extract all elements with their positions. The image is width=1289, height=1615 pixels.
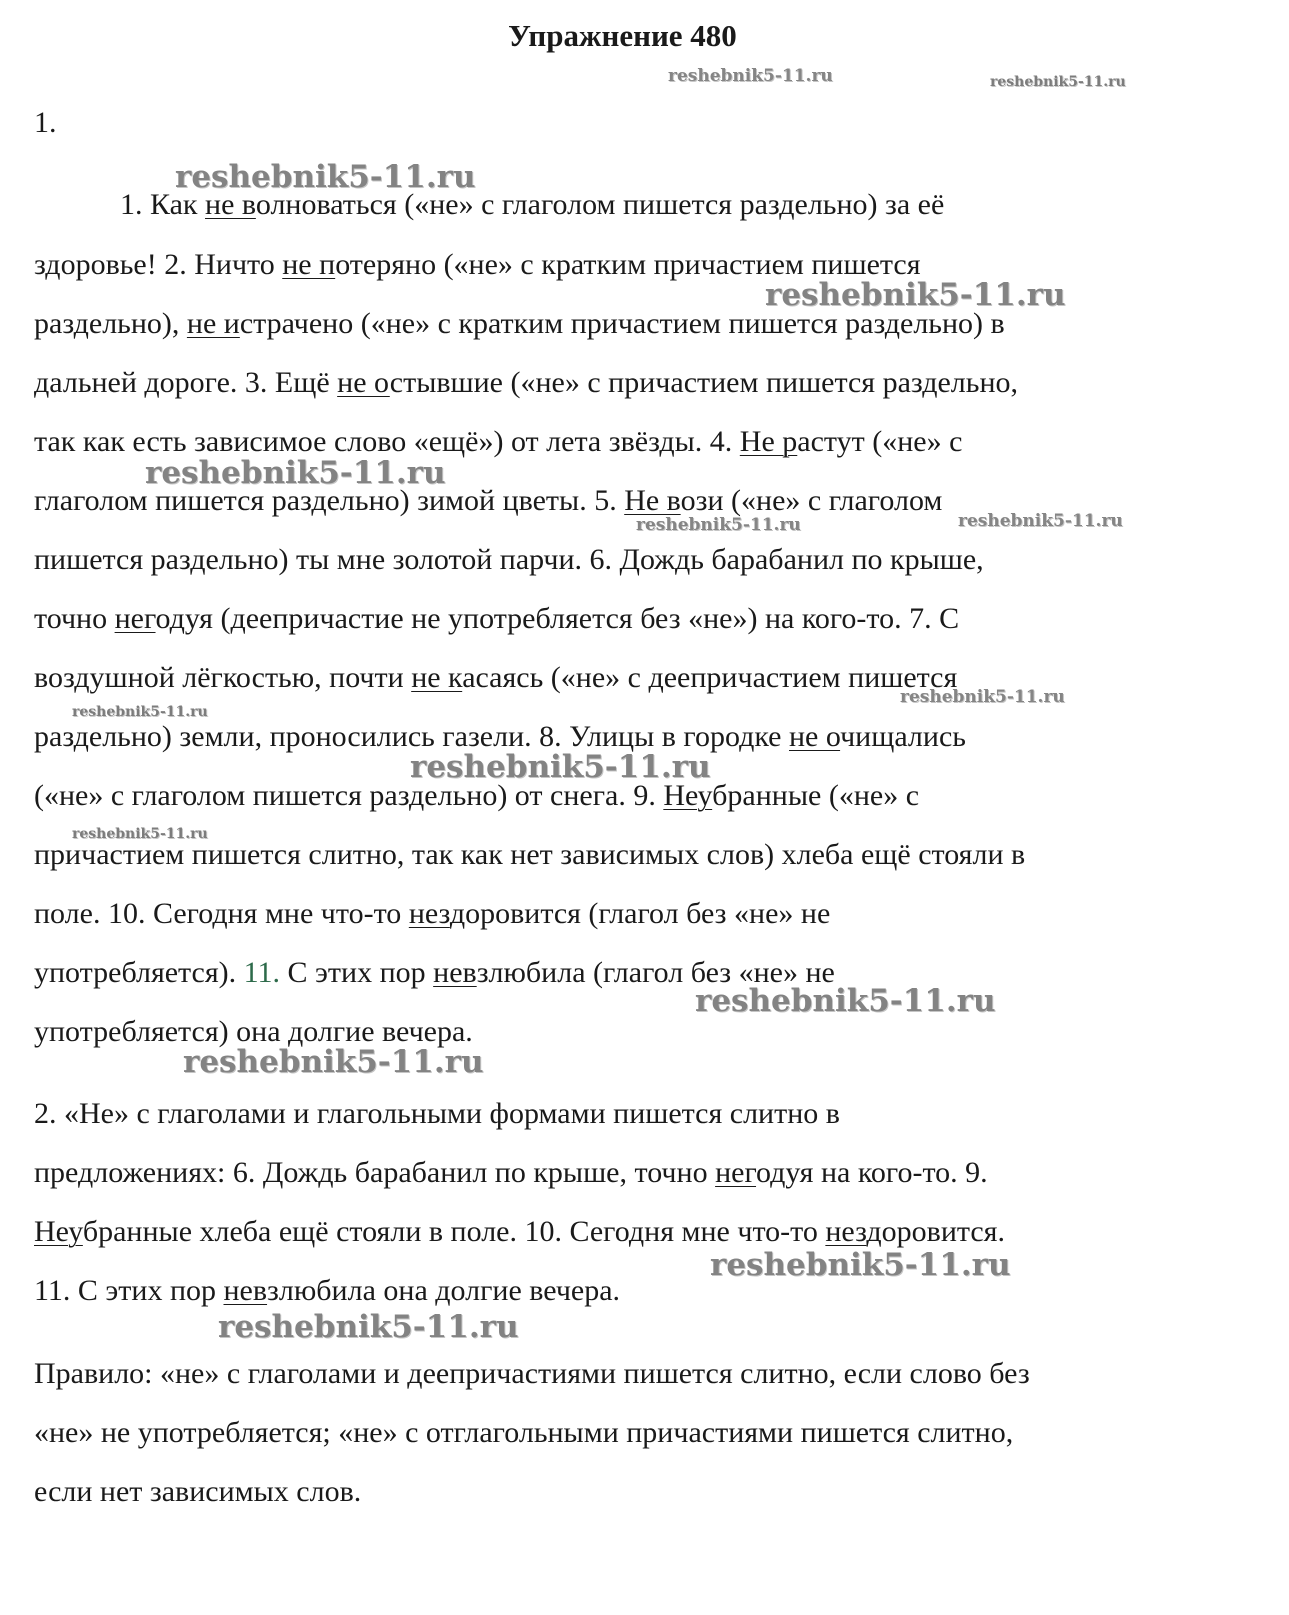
text-line-5	[34, 427, 962, 457]
text-run: злюбила (глагол без «не» не	[476, 956, 835, 989]
underlined-run: Не р	[739, 425, 798, 458]
text-run: асаясь («не» с деепричастием пишется	[462, 661, 958, 694]
watermark: reshebnik5-11.ru	[218, 1309, 519, 1345]
watermark: reshebnik5-11.ru	[72, 704, 208, 720]
text-line-15	[34, 1017, 473, 1047]
watermark: reshebnik5-11.ru	[72, 826, 208, 842]
text-run: 11.	[243, 956, 281, 989]
text-run: Правило: «не» с глаголами и деепричастиями пишется слитно, если слово без	[34, 1357, 1030, 1390]
text-run: С этих пор	[280, 956, 434, 989]
underlined-run: нев	[223, 1274, 268, 1307]
watermark: reshebnik5-11.ru	[765, 277, 1066, 313]
text-run: 11. С этих пор	[34, 1274, 224, 1307]
text-run: воздушной лёгкостью, почти	[34, 661, 412, 694]
underlined-run: не и	[186, 307, 240, 340]
text-run: доровится (глагол без «не» не	[449, 897, 831, 930]
text-line-8	[34, 604, 959, 634]
watermark: reshebnik5-11.ru	[145, 455, 446, 491]
text-run: раздельно) земли, проносились газели. 8. Улицы в городке	[34, 720, 789, 753]
text-run: 1. Как	[120, 188, 206, 221]
text-line-10	[34, 722, 966, 752]
underlined-run: Неу	[663, 779, 713, 812]
text-run: страчено («не» с кратким причастием пишется раздельно) в	[239, 307, 1005, 340]
text-line-2	[34, 250, 921, 280]
text-run: астут («не» с	[797, 425, 963, 458]
watermark: reshebnik5-11.ru	[695, 983, 996, 1019]
text-line-12	[34, 840, 1025, 870]
text-run: бранные хлеба ещё стояли в поле. 10. Сегодня мне что-то	[82, 1215, 826, 1248]
text-run: так как есть зависимое слово «ещё») от лета звёзды. 4.	[34, 425, 740, 458]
watermark: reshebnik5-11.ru	[990, 74, 1126, 90]
text-line-17	[34, 1158, 988, 1188]
text-run: употребляется).	[34, 956, 244, 989]
underlined-run: не о	[789, 720, 841, 753]
watermark: reshebnik5-11.ru	[958, 511, 1123, 531]
watermark: reshebnik5-11.ru	[175, 159, 476, 195]
watermark: reshebnik5-11.ru	[668, 66, 833, 86]
text-run: предложениях: 6. Дождь барабанил по крыше, точно	[34, 1156, 716, 1189]
section-1-label: 1.	[34, 106, 57, 139]
text-line-22	[34, 1477, 361, 1507]
text-run: дальней дороге. 3. Ещё	[34, 366, 338, 399]
text-run: чищались	[840, 720, 966, 753]
text-run: бранные («не» с	[712, 779, 920, 812]
text-line-13	[34, 899, 830, 929]
text-line-21	[34, 1418, 1013, 1448]
page-title: Упражнение 480	[508, 18, 737, 53]
underlined-run: нез	[408, 897, 450, 930]
text-line-9	[34, 663, 957, 693]
underlined-run: Не в	[624, 484, 681, 517]
text-run: злюбила она долгие вечера.	[267, 1274, 621, 1307]
text-run: глаголом пишется раздельно) зимой цветы. 5.	[34, 484, 625, 517]
text-line-4	[34, 368, 1018, 398]
text-line-16	[34, 1099, 840, 1129]
watermark: reshebnik5-11.ru	[183, 1044, 484, 1080]
underlined-run: не в	[205, 188, 256, 221]
text-run: 2. «Не» с глаголами и глагольными формами пишется слитно в	[34, 1097, 840, 1130]
text-run: «не» не употребляется; «не» с отглагольными причастиями пишется слитно,	[34, 1416, 1014, 1449]
text-run: одуя (деепричастие не употребляется без «не») на кого-то. 7. С	[155, 602, 960, 635]
text-run: олноваться («не» с глаголом пишется раздельно) за её	[255, 188, 945, 221]
text-run: отеряно («не» с кратким причастием пишется	[335, 248, 921, 281]
text-line-18	[34, 1217, 1005, 1247]
underlined-run: не п	[282, 248, 336, 281]
text-line-7	[34, 545, 984, 575]
text-line-3	[34, 309, 1005, 339]
text-line-20	[34, 1359, 1030, 1389]
text-run: доровится.	[866, 1215, 1005, 1248]
underlined-run: нег	[715, 1156, 757, 1189]
text-run: раздельно),	[34, 307, 187, 340]
text-line-19	[34, 1276, 620, 1306]
text-run: одуя на кого-то. 9.	[756, 1156, 988, 1189]
text-line-11	[34, 781, 919, 811]
text-run: ози («не» с глаголом	[680, 484, 943, 517]
watermark: reshebnik5-11.ru	[636, 515, 801, 535]
watermark: reshebnik5-11.ru	[410, 749, 711, 785]
underlined-run: не о	[337, 366, 390, 399]
text-run: если нет зависимых слов.	[34, 1475, 362, 1508]
underlined-run: нез	[825, 1215, 867, 1248]
underlined-run: нег	[114, 602, 156, 635]
text-run: употребляется) она долгие вечера.	[34, 1015, 473, 1048]
text-run: поле. 10. Сегодня мне что-то	[34, 897, 409, 930]
text-run: стывшие («не» с причастием пишется раздельно,	[389, 366, 1018, 399]
text-run: («не» с глаголом пишется раздельно) от снега. 9.	[34, 779, 664, 812]
text-run: причастием пишется слитно, так как нет зависимых слов) хлеба ещё стояли в	[34, 838, 1026, 871]
text-run: здоровье! 2. Ничто	[34, 248, 283, 281]
underlined-run: Неу	[34, 1215, 83, 1248]
watermark: reshebnik5-11.ru	[900, 687, 1065, 707]
watermark: reshebnik5-11.ru	[710, 1247, 1011, 1283]
underlined-run: нев	[433, 956, 477, 989]
underlined-run: не к	[411, 661, 463, 694]
text-run: точно	[34, 602, 115, 635]
text-run: пишется раздельно) ты мне золотой парчи. 6. Дождь барабанил по крыше,	[34, 543, 984, 576]
